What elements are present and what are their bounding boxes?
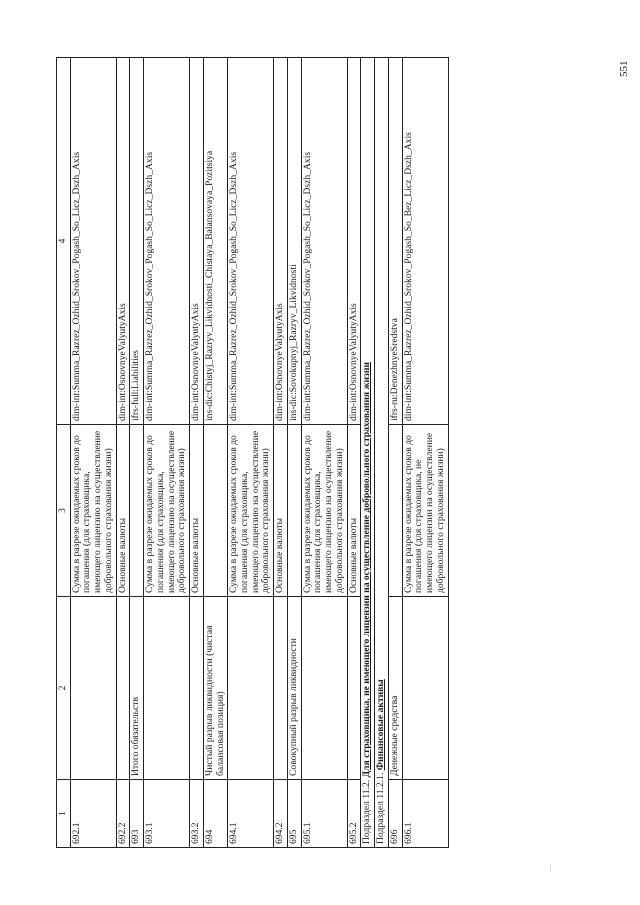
row-code: 694.1 bbox=[228, 780, 274, 848]
row-code: 695 bbox=[287, 780, 301, 848]
row-code: 693 bbox=[130, 780, 144, 848]
row-code: 696.1 bbox=[402, 780, 448, 848]
row-code: 695.1 bbox=[301, 780, 347, 848]
row-code: 696 bbox=[388, 780, 402, 848]
column-header: 1 bbox=[57, 780, 71, 848]
row-code: 693.2 bbox=[190, 780, 204, 848]
row-description bbox=[130, 425, 144, 597]
section-title: Для страховщика, не имеющего лицензии на осуществление добровольного страхования жизни bbox=[361, 362, 373, 778]
rotated-page bbox=[56, 58, 504, 848]
row-name: Совокупный разрыв ликвидности bbox=[287, 597, 301, 780]
row-name bbox=[228, 597, 274, 780]
row-name bbox=[347, 597, 361, 780]
row-code: 694.2 bbox=[274, 780, 288, 848]
row-description bbox=[203, 425, 227, 597]
table-row bbox=[274, 58, 288, 848]
row-code: 693.1 bbox=[144, 780, 190, 848]
row-name bbox=[190, 597, 204, 780]
column-header: 3 bbox=[57, 425, 71, 597]
row-dimension: dim-int:Summa_Razrez_Ozhid_Srokov_Pogash_So_Licz_Dszh_Axis bbox=[228, 58, 274, 425]
row-description: Сумма в разрезе ожидаемых сроков до погашения (для страховщика, имеющего лицензию на осуществление добровольного страхования жизни) bbox=[228, 425, 274, 597]
section-heading bbox=[361, 58, 375, 848]
xbrl-mapping-table bbox=[56, 57, 449, 848]
row-dimension: dim-int:Summa_Razrez_Ozhid_Srokov_Pogash_So_Licz_Dszh_Axis bbox=[301, 58, 347, 425]
section-row bbox=[375, 58, 389, 848]
row-dimension: dim-int:Summa_Razrez_Ozhid_Srokov_Pogash_So_Licz_Dszh_Axis bbox=[144, 58, 190, 425]
table-row bbox=[190, 58, 204, 848]
row-name bbox=[402, 597, 448, 780]
row-name bbox=[144, 597, 190, 780]
row-dimension: dim-int:OsnovnyeValyutyAxis bbox=[116, 58, 130, 425]
table-row bbox=[116, 58, 130, 848]
row-description: Основные валюты bbox=[347, 425, 361, 597]
row-name bbox=[274, 597, 288, 780]
section-heading bbox=[375, 58, 389, 848]
row-code: 692.1 bbox=[70, 780, 116, 848]
section-prefix: Подраздел 11.2.1. bbox=[375, 770, 387, 844]
table-row bbox=[347, 58, 361, 848]
row-code: 694 bbox=[203, 780, 227, 848]
row-description: Сумма в разрезе ожидаемых сроков до погашения (для страховщика, не имеющего лицензии на осуществление добровольного страхования жизни) bbox=[402, 425, 448, 597]
row-dimension: ins-dic:Chistyj_Razryv_Likvidnosti_Chistaya_Balansovaya_Pozitsiya bbox=[203, 58, 227, 425]
row-description: Сумма в разрезе ожидаемых сроков до погашения (для страховщика, имеющего лицензию на осуществление добровольного страхования жизни) bbox=[70, 425, 116, 597]
row-dimension: ifrs-ru:DenezhnyeSredstva bbox=[388, 58, 402, 425]
row-description: Основные валюты bbox=[190, 425, 204, 597]
table-row bbox=[228, 58, 274, 848]
row-name bbox=[301, 597, 347, 780]
table-row bbox=[402, 58, 448, 848]
row-description: Сумма в разрезе ожидаемых сроков до погашения (для страховщика, имеющего лицензию на осуществление добровольного страхования жизни) bbox=[144, 425, 190, 597]
row-description bbox=[388, 425, 402, 597]
column-header: 2 bbox=[57, 597, 71, 780]
row-description: Основные валюты bbox=[116, 425, 130, 597]
table-row bbox=[130, 58, 144, 848]
row-code: 695.2 bbox=[347, 780, 361, 848]
column-header: 4 bbox=[57, 58, 71, 425]
row-code: 692.2 bbox=[116, 780, 130, 848]
row-dimension: dim-int:OsnovnyeValyutyAxis bbox=[274, 58, 288, 425]
row-name: Итого обязательств bbox=[130, 597, 144, 780]
row-description: Основные валюты bbox=[274, 425, 288, 597]
row-dimension: ifrs-full:Liabilities bbox=[130, 58, 144, 425]
table-row bbox=[388, 58, 402, 848]
table-header-row bbox=[57, 58, 71, 848]
section-prefix: Подраздел 11.2. bbox=[361, 777, 373, 844]
table-row bbox=[144, 58, 190, 848]
row-name bbox=[116, 597, 130, 780]
row-dimension: dim-int:OsnovnyeValyutyAxis bbox=[190, 58, 204, 425]
table-row bbox=[203, 58, 227, 848]
row-dimension: dim-int:Summa_Razrez_Ozhid_Srokov_Pogash_So_Licz_Dszh_Axis bbox=[70, 58, 116, 425]
table-row bbox=[70, 58, 116, 848]
section-row bbox=[361, 58, 375, 848]
row-name bbox=[70, 597, 116, 780]
table-body bbox=[70, 58, 448, 848]
row-description: Сумма в разрезе ожидаемых сроков до погашения (для страховщика, имеющего лицензию на осуществление добровольного страхования жизни) bbox=[301, 425, 347, 597]
table-row bbox=[301, 58, 347, 848]
section-title: Финансовые активы bbox=[375, 679, 387, 771]
row-dimension: ins-dic:Sovokupnyj_Razryv_Likvidnosti bbox=[287, 58, 301, 425]
margin-mark: ... bbox=[544, 863, 553, 872]
row-name: Денежные средства bbox=[388, 597, 402, 780]
page-number: 551 bbox=[618, 60, 630, 77]
row-name: Чистый разрыв ликвидности (чистая балансовая позиция) bbox=[203, 597, 227, 780]
row-dimension: dim-int:OsnovnyeValyutyAxis bbox=[347, 58, 361, 425]
row-description bbox=[287, 425, 301, 597]
table-row bbox=[287, 58, 301, 848]
row-dimension: dim-int:Summa_Razrez_Ozhid_Srokov_Pogash_So_Bez_Licz_Dszh_Axis bbox=[402, 58, 448, 425]
